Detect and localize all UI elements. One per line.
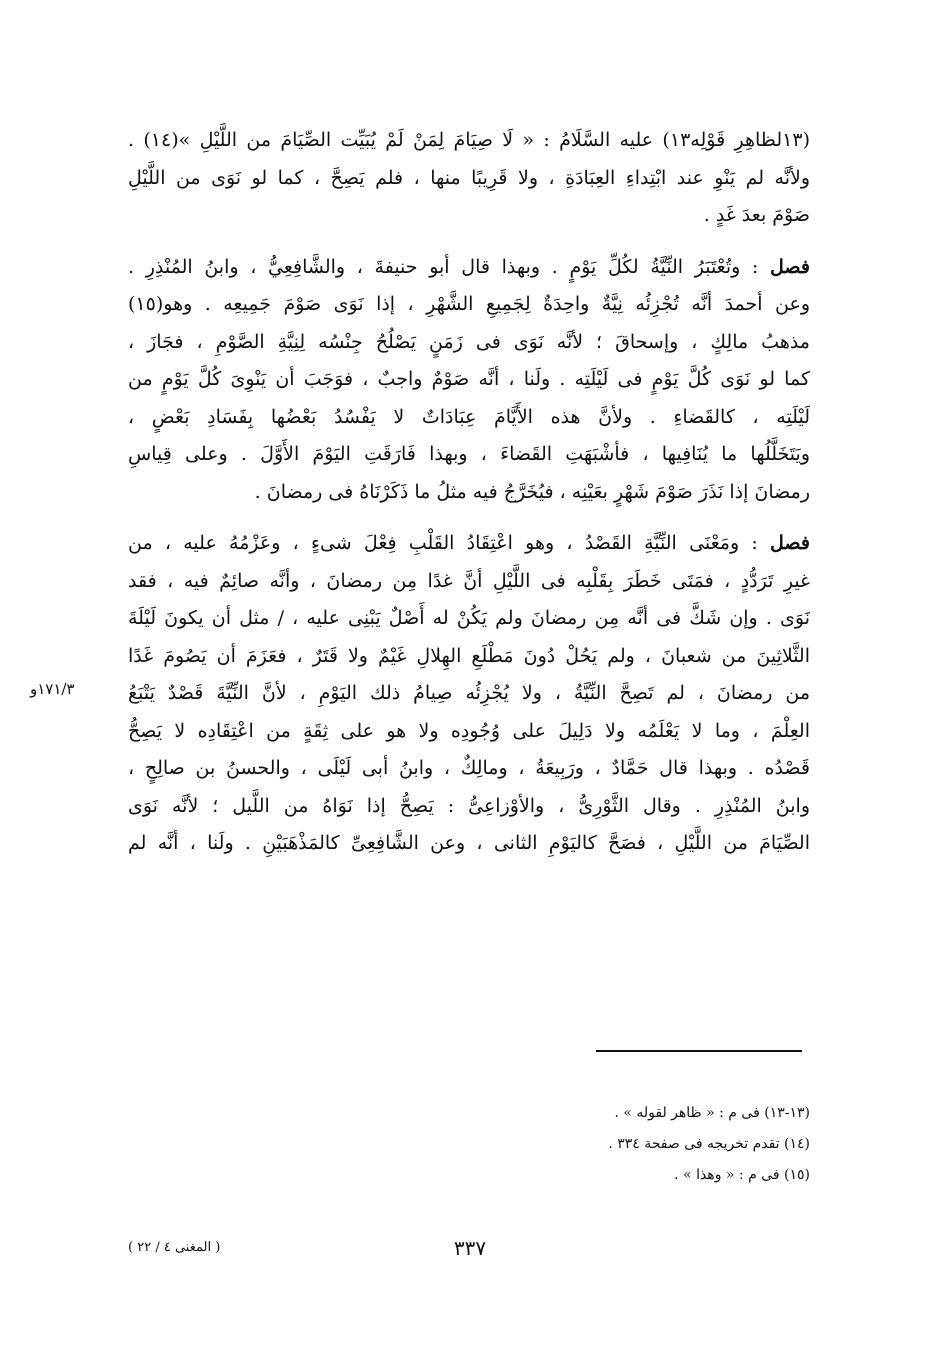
text-line: كما لو نَوَى كُلَّ يَوْمٍ فى لَيْلَتِه . ولَنا ، أنَّه صَوْمٌ واجبٌ ، فوَجَبَ أن يَنْوِىَ كُلَّ يَوْمٍ من — [128, 368, 810, 390]
text-line: ويَتَخَلَّلُها ما يُنَافِيها ، فأشْبَهَتِ القَضاءَ ، وبهذا فَارَقَتِ اليَوْمَ الأَوَّلَ . وعلى قِياسِ — [128, 443, 810, 465]
text-line: (١٣لظاهِرِ قَوْلِه١٣) عليه السَّلَامُ : « لَا صِيَامَ لِمَنْ لَمْ يُبَيِّت الصِّيَامَ من اللَّيْلِ »(١٤) . — [128, 129, 810, 151]
text-line: نَوَى . وإن شَكَّ فى أنَّه مِن رمضانَ ولم يَكُنْ له أَصْلٌ يَبْنِى عليه ، / مثل أن يكونَ لَيْلَةَ — [128, 607, 810, 629]
footnote: (١٣-١٣) فى م : « ظاهر لقوله » . — [614, 1105, 810, 1121]
section-heading: فصل — [770, 532, 810, 554]
text-line: قَصْدُه . وبهذا قال حَمَّادٌ ، ورَبِيعَةُ ، ومالِكٌ ، وابنُ أبى لَيْلَى ، والحسنُ بن صالِحٍ ، — [128, 757, 810, 779]
text-run: : وتُعْتَبَرُ النِّيَّةُ لكُلِّ يَوْمٍ . وبهذا قال أبو حنيفةَ ، والشَّافِعِيُّ ، وابنُ المُنْذِرِ . — [128, 255, 771, 278]
text-line: مذهبُ مالِكٍ ، وإسحاقَ ؛ لأنَّه نَوَى فى زَمَنٍ يَصْلُحُ جِنْسُه لِنِيَّةِ الصَّوْمِ ، فجَازَ ، — [128, 330, 810, 353]
main-text — [128, 122, 810, 863]
text-line — [128, 525, 810, 563]
text-line: صَوْمَ بعدَ غَدٍ . — [703, 204, 810, 226]
page-number: ٣٣٧ — [453, 1236, 487, 1260]
text-line: ولأنَّه لم يَنْوِ عند ابْتِداءِ العِبَادَةِ ، ولا قَرِيبًا منها ، فلم يَصِحَّ ، كما لو نَوَى من اللَّيْلِ — [128, 166, 810, 189]
footnotes — [520, 1098, 810, 1191]
footnote: (١٥) فى م : « وهذا » . — [674, 1167, 810, 1183]
text-line: من رمضانَ ، لم تَصِحَّ النِّيَّةُ ، ولا يُجْزِئُه صِيامُ ذلك اليَوْمِ ، لأنَّ النِّيَّةَ قَصْدٌ يَتْبَعُ — [128, 682, 810, 704]
text-line: لَيْلَتِه ، كالقَضاءِ . ولأنَّ هذه الأَيَّامَ عِبَادَاتٌ لا يَفْسُدُ بَعْضُها بِفَسَادِ بَعْضٍ ، — [128, 405, 810, 428]
text-line: العِلْمَ ، وما لا يَعْلَمُه ولا دَلِيلَ على وُجُودِه ولا هو على ثِقَةٍ من اعْتِقَادِه لا يَصِحُّ — [128, 719, 810, 742]
footnote: (١٤) تقدم تخريجه فى صفحة ٣٣٤ . — [608, 1136, 810, 1152]
paragraph-3 — [128, 525, 810, 863]
text-line: وعن أحمدَ أنَّه تُجْزِئُه نِيَّةٌ واحِدَةٌ لِجَمِيعِ الشَّهْرِ ، إذا نَوَى صَوْمَ جَمِيعِه . وهو(١٥) — [128, 293, 810, 315]
printer-signature: ( المغنى ٤ / ٢٢ ) — [128, 1240, 221, 1255]
text-line: غيرِ تَرَدُّدٍ ، فمَتَى خَطَرَ بِقَلْبِه فى اللَّيْلِ أنَّ غدًا مِن رمضانَ ، وأنَّه صائِمٌ فيه ، فقد — [128, 569, 810, 592]
text-run: : ومَعْنَى النِّيَّةِ القَصْدُ ، وهو اعْتِقَادُ القَلْبِ فِعْلَ شىءٍ ، وعَزْمُهُ عليه ، من — [128, 532, 771, 554]
text-line — [128, 249, 810, 287]
text-line: الصِّيَامَ من اللَّيْلِ ، فصَحَّ كاليَوْمِ الثانى ، وعن الشَّافِعِىِّ كالمَذْهَبَيْنِ . ولَنا ، أنَّه لم — [128, 832, 810, 854]
margin-folio-reference: ١٧١/٣و — [30, 680, 75, 698]
paragraph-1 — [128, 122, 810, 235]
text-line: رمضانَ إذا نَذَرَ صَوْمَ شَهْرٍ بعَيْنِه ، فيُخَرَّجُ فيه مثلُ ما ذَكَرْنَاهُ فى رمضانَ . — [254, 480, 810, 503]
text-line: الثَّلاثِينَ من شعبانَ ، ولم يَحُلْ دُونَ مَطْلَعِ الهِلالِ غَيْمٌ ولا قَتَرٌ ، فعَزَمَ أن يَصُومَ غَدًا — [128, 644, 810, 667]
paragraph-2 — [128, 249, 810, 512]
section-heading: فصل — [770, 255, 810, 278]
text-line: وابنُ المُنْذِرِ . وقال الثَّوْرِىُّ ، والأوْزاعِىُّ : يَصِحُّ إذا نَوَاهُ من اللَّيل ؛ لأنَّه نَوَى — [128, 794, 810, 817]
footnote-divider — [596, 1050, 802, 1052]
